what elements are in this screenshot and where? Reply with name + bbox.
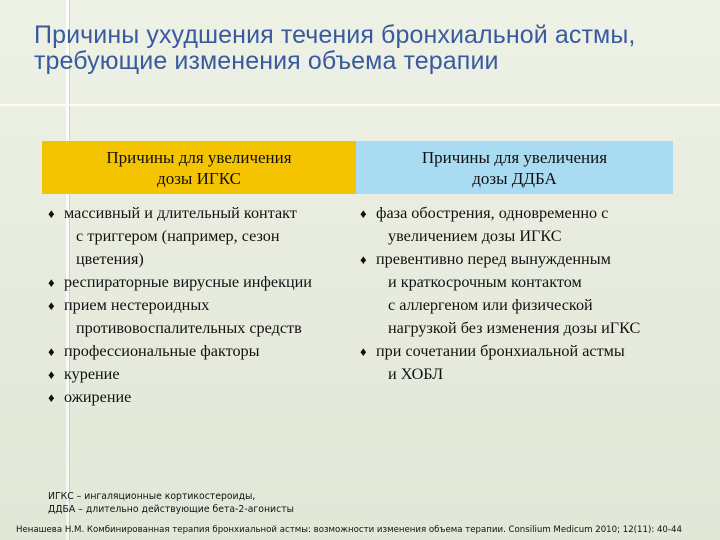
slide-title	[34, 22, 714, 74]
list-item-text-line: массивный и длительный контакт	[64, 204, 297, 222]
list-item	[48, 386, 348, 409]
footnote-line-2: ДДБА – длительно действующие бета-2-агонисты	[48, 504, 294, 515]
list-item	[48, 363, 348, 386]
list-item	[48, 340, 348, 363]
list-item	[360, 340, 680, 386]
list-item-text-line: респираторные вирусные инфекции	[64, 273, 312, 291]
diamond-bullet-icon: ♦	[48, 206, 55, 221]
diamond-bullet-icon: ♦	[48, 275, 55, 290]
diamond-bullet-icon: ♦	[48, 390, 55, 405]
list-item-text-line: нагрузкой без изменения дозы иГКС	[388, 319, 641, 337]
list-item	[360, 202, 680, 248]
list-item	[48, 202, 348, 271]
list-item	[360, 248, 680, 340]
column-header-ddba-line-1: Причины для увеличения	[421, 147, 608, 167]
slide-title-line-1: Причины ухудшения течения бронхиальной астмы,	[34, 21, 636, 49]
footnote-line-1: ИГКС – ингаляционные кортикостероиды,	[48, 491, 256, 502]
list-item-text-line: цветения)	[76, 250, 144, 268]
diamond-bullet-icon: ♦	[48, 344, 55, 359]
list-item-text-line: превентивно перед вынужденным	[376, 250, 611, 268]
list-item-text-line: увеличением дозы ИГКС	[388, 227, 562, 245]
list-item-text-line: при сочетании бронхиальной астмы	[376, 342, 625, 360]
list-item-text-line: и ХОБЛ	[388, 365, 444, 383]
column-header-ddba-line-2: дозы ДДБА	[472, 168, 557, 188]
list-item-text-line: противовоспалительных средств	[76, 319, 302, 337]
list-item-text-line: курение	[64, 365, 120, 383]
source-citation: Ненашева Н.М. Комбинированная терапия бронхиальной астмы: возможности изменения объема терапии. Consilium Medicum 2010; 12(11): 40-44	[16, 525, 682, 535]
diamond-bullet-icon: ♦	[48, 367, 55, 382]
column-header-igks-line-2: дозы ИГКС	[157, 168, 241, 188]
list-item-text-line: с триггером (например, сезон	[76, 227, 280, 245]
decorative-horizontal-line	[0, 104, 720, 106]
column-header-ddba	[356, 141, 673, 194]
diamond-bullet-icon: ♦	[48, 298, 55, 313]
column-header-igks-line-1: Причины для увеличения	[106, 147, 292, 167]
abbreviations-footnote	[48, 490, 294, 516]
diamond-bullet-icon: ♦	[360, 252, 367, 267]
column-header-igks	[42, 141, 356, 194]
diamond-bullet-icon: ♦	[360, 206, 367, 221]
list-item-text-line: и краткосрочным контактом	[388, 273, 582, 291]
list-item-text-line: профессиональные факторы	[64, 342, 260, 360]
list-item	[48, 271, 348, 294]
ddba-reasons-list	[360, 202, 680, 386]
igks-reasons-list	[48, 202, 348, 409]
slide-title-line-2: требующие изменения объема терапии	[34, 47, 499, 75]
diamond-bullet-icon: ♦	[360, 344, 367, 359]
list-item-text-line: прием нестероидных	[64, 296, 210, 314]
list-item-text-line: ожирение	[64, 388, 132, 406]
list-item-text-line: фаза обострения, одновременно с	[376, 204, 609, 222]
list-item	[48, 294, 348, 340]
list-item-text-line: с аллергеном или физической	[388, 296, 593, 314]
